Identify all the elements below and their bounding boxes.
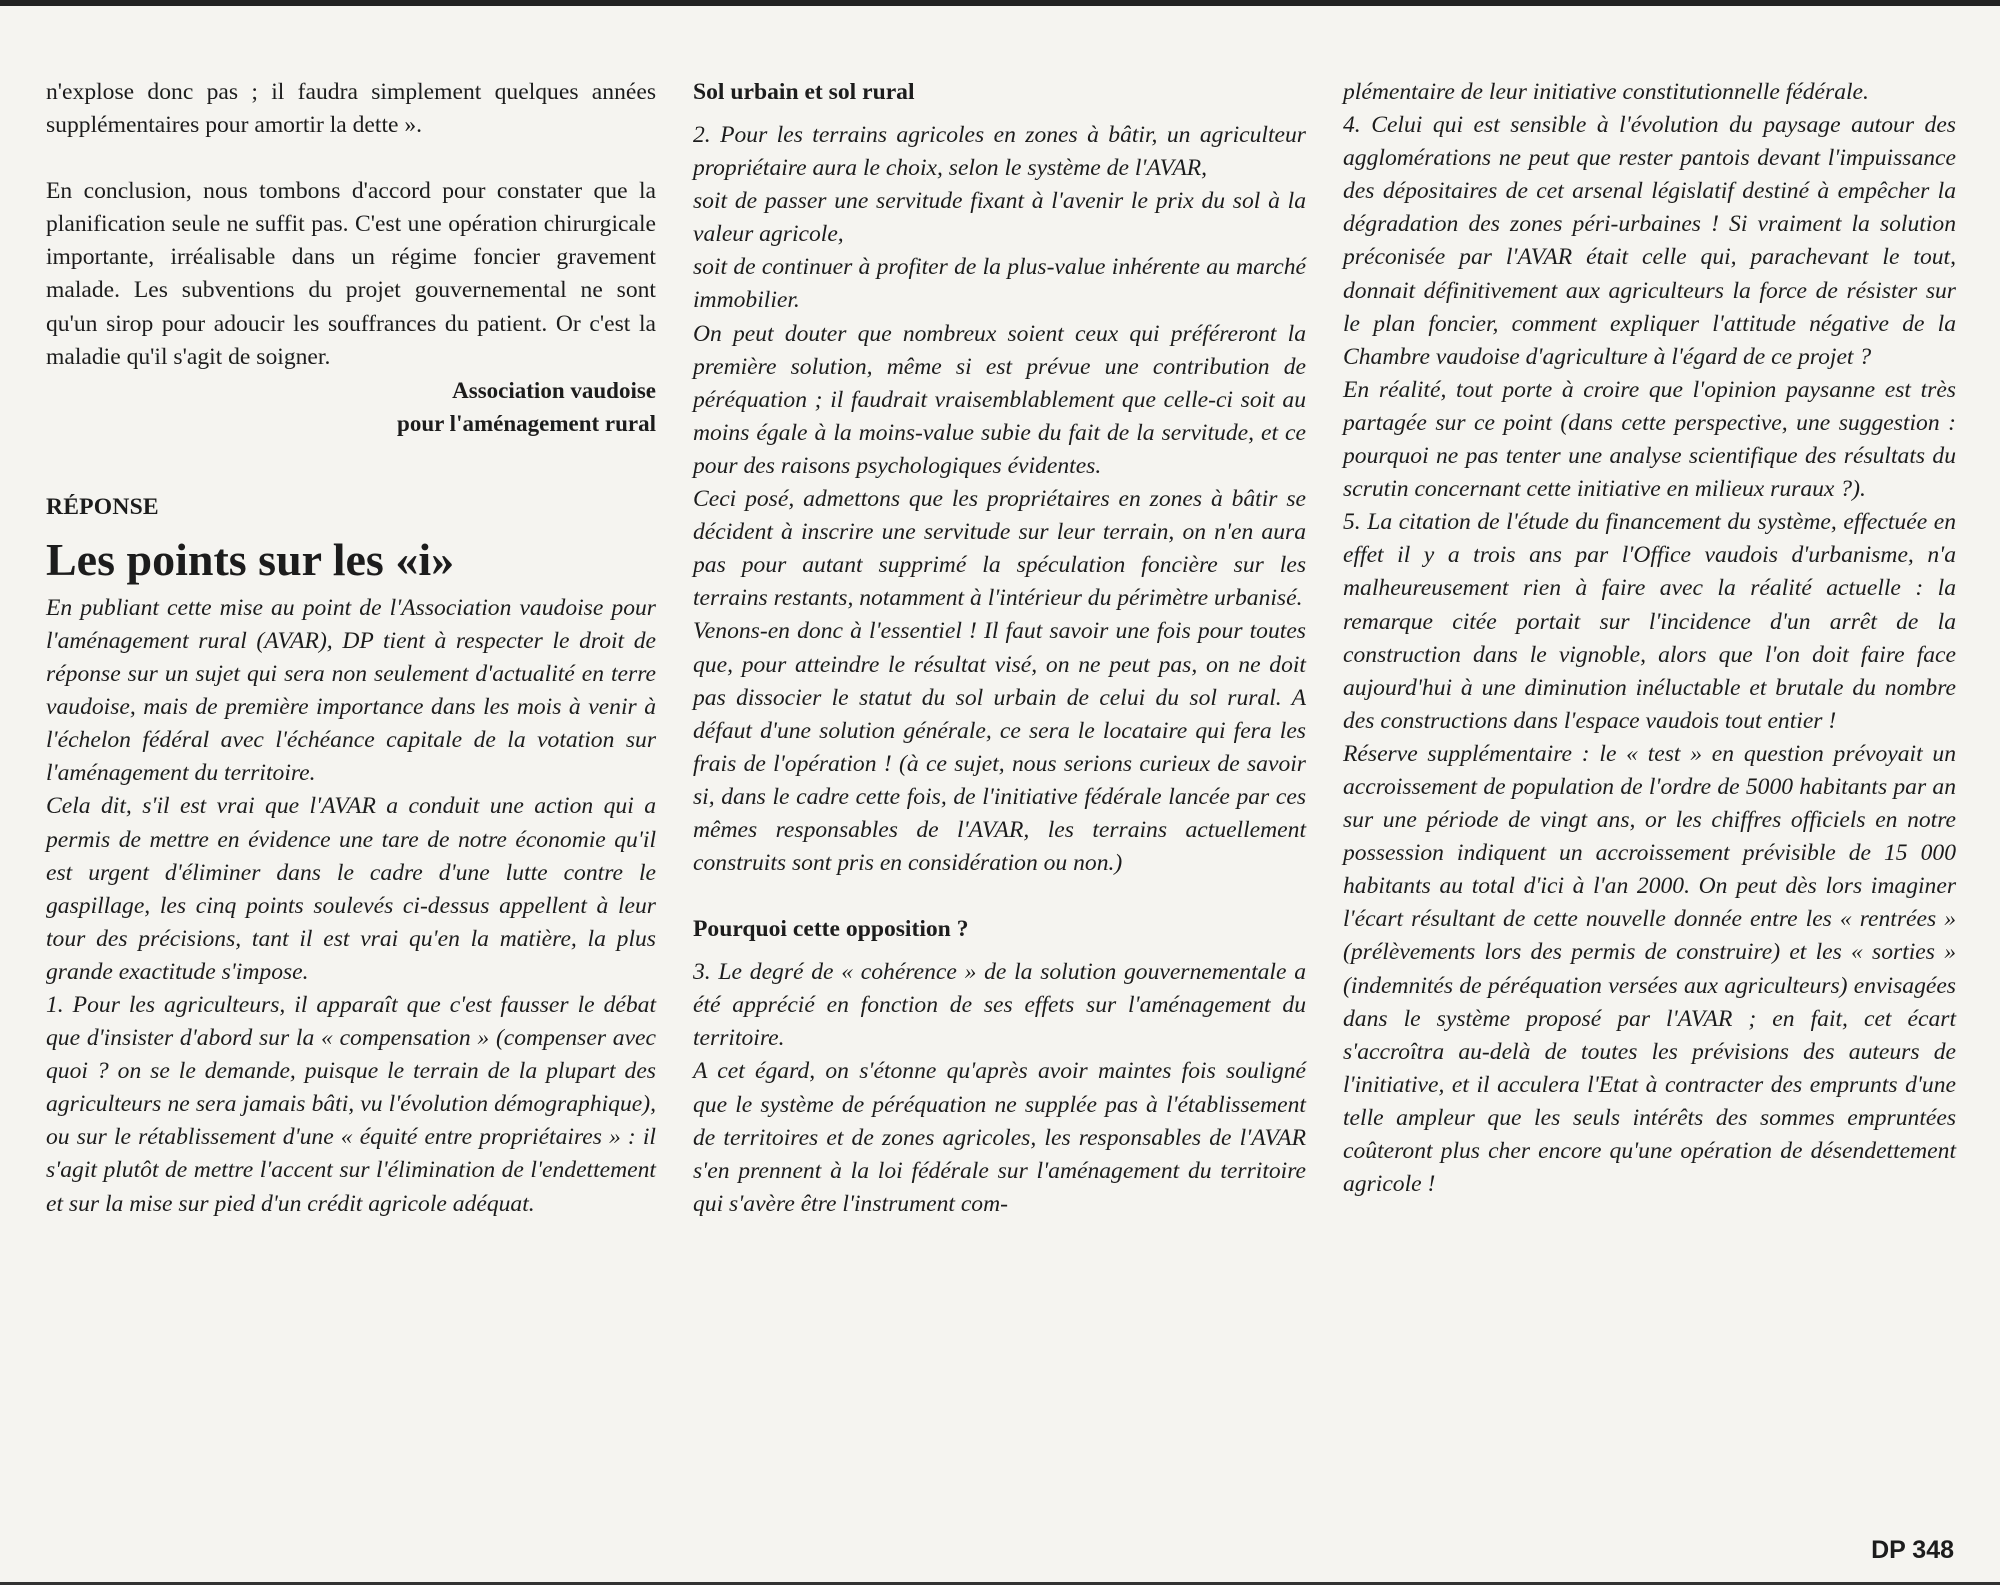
subheading: Pourquoi cette opposition ? [693,916,969,943]
paragraph: En réalité, tout porte à croire que l'opinion paysanne est très partagée sur ce point (dans cette perspective, une suggestion : pourquoi ne pas tenter une analyse scientifique des résultats du scrutin concernant cette initiative en milieux ruraux ?). [1343,376,1956,503]
paragraph: soit de continuer à profiter de la plus-value inhérente au marché immobilier. [693,254,1306,314]
column-2 [693,76,1306,1221]
paragraph: Cela dit, s'il est vrai que l'AVAR a conduit une action qui a permis de mettre en évidence une tare de notre économie qu'il est urgent d'éliminer dans le cadre d'une lutte contre le gaspillage, les cinq points soulevés ci-dessus appellent à leur tour des précisions, tant il est vrai qu'en la matière, la plus grande exactitude s'impose. [46,793,656,985]
top-rule [0,0,2000,6]
paragraph: Ceci posé, admettons que les propriétaires en zones à bâtir se décident à inscrire une servitude sur leur terrain, on n'en aura pas pour autant supprimé la spéculation foncière sur les terrains restants, notamment à l'intérieur du périmètre urbanisé. [693,486,1306,612]
section-label: RÉPONSE [46,493,159,520]
paragraph: Réserve supplémentaire : le « test » en question prévoyait un accroissement de population de l'ordre de 5000 habitants par an sur une période de vingt ans, or les chiffres officiels en notre possession indiquent un accroissement prévisible de 15 000 habitants au total d'ici à l'an 2000. On peut dès lors imaginer l'écart résultant de cette nouvelle donnée entre les « rentrées » (prélèvements lors des permis de construire) et les « sorties » (indemnités de péréquation versées aux agriculteurs) envisagées dans le système proposé par l'AVAR ; en fait, cet écart s'accroîtra au-delà de toutes les prévisions des auteurs de l'initiative, et il acculera l'Etat à contracter des emprunts d'une telle ampleur que les seuls intérêts des sommes empruntées coûteront plus cher encore qu'une opération de désendettement agricole ! [1343,740,1956,1198]
page-number: DP 348 [1871,1536,1954,1564]
paragraph: 1. Pour les agriculteurs, il apparaît que c'est fausser le débat que d'insister d'abord sur la « compensation » (compenser avec quoi ? on se le demande, puisque le terrain de la plupart des agriculteurs ne sera jamais bâti, vu l'évolution démographique), ou sur le rétablissement d'une « équité entre propriétaires » : il s'agit plutôt de mettre l'accent sur l'élimination de l'endettement et sur la mise sur pied d'un crédit agricole adéquat. [46,991,656,1217]
paragraph: n'explose donc pas ; il faudra simplement quelques années supplémentaires pour amortir la dette ». [46,79,656,139]
paragraph: On peut douter que nombreux soient ceux qui préféreront la première solution, même si est prévue une contribution de péréquation ; il faudrait vraisemblablement que celle-ci soit au moins égale à la moins-value subie du fait de la servitude, et ce pour des raisons psychologiques évidentes. [693,320,1306,479]
signature [46,374,656,440]
paragraph: En conclusion, nous tombons d'accord pour constater que la planification seule ne suffit pas. C'est une opération chirurgicale importante, irréalisable dans un régime foncier gravement malade. Les subventions du projet gouvernemental ne sont qu'un sirop pour adoucir les souffrances du patient. Or c'est la maladie qu'il s'agit de soigner. [46,178,656,370]
column-1 [46,76,656,1221]
paragraph: 4. Celui qui est sensible à l'évolution du paysage autour des agglomérations ne peut que rester pantois devant l'impuissance des dépositaires de cet arsenal législatif destiné à empêcher la dégradation des zones péri-urbaines ! Si vraiment la solution préconisée par l'AVAR était celle qui, parachevant le tout, donnait définitivement aux agriculteurs la force de résister sur le plan foncier, comment expliquer l'attitude négative de la Chambre vaudoise d'agriculture à l'égard de ce projet ? [1343,112,1956,370]
paragraph: En publiant cette mise au point de l'Association vaudoise pour l'aménagement rural (AVAR), DP tient à respecter le droit de réponse sur un sujet qui sera non seulement d'actualité en terre vaudoise, mais de première importance dans les mois à venir à l'échelon fédéral avec l'échéance capitale de la votation sur l'aménagement du territoire. [46,594,656,787]
paragraph: 3. Le degré de « cohérence » de la solution gouvernementale a été apprécié en fonction de ses effets sur l'aménagement du territoire. [693,959,1306,1052]
paragraph: plémentaire de leur initiative constitutionnelle fédérale. [1343,79,1869,105]
column-3 [1343,76,1956,1201]
paragraph: 5. La citation de l'étude du financement du système, effectuée en effet il y a trois ans par l'Office vaudois d'urbanisme, n'a malheureusement rien à faire avec la réalité actuelle : la remarque citée portait sur l'incidence d'un arrêt de la construction dans le vignoble, alors que l'on doit faire face aujourd'hui à une diminution inéluctable et brutale du nombre des constructions dans l'espace vaudois tout entier ! [1343,509,1956,734]
article-headline: Les points sur les «i» [46,533,455,585]
paragraph: 2. Pour les terrains agricoles en zones à bâtir, un agriculteur propriétaire aura le choix, selon le système de l'AVAR, [693,122,1306,182]
subheading: Sol urbain et sol rural [693,79,915,105]
signature-line: Association vaudoise [452,377,656,403]
paragraph: Venons-en donc à l'essentiel ! Il faut savoir une fois pour toutes que, pour atteindre le résultat visé, on ne peut pas, on ne doit pas dissocier le statut du sol urbain de celui du sol rural. A défaut d'une solution générale, ce sera le locataire qui fera les frais de l'opération ! (à ce sujet, nous serions curieux de savoir si, dans le cadre cette fois, de l'initiative fédérale lancée par ces mêmes responsables de l'AVAR, les terrains actuellement construits sont pris en considération ou non.) [693,618,1306,877]
paragraph: soit de passer une servitude fixant à l'avenir le prix du sol à la valeur agricole, [693,188,1306,248]
signature-line: pour l'aménagement rural [397,410,656,436]
paragraph: A cet égard, on s'étonne qu'après avoir maintes fois souligné que le système de péréquation ne supplée pas à l'établissement de territoires et de zones agricoles, les responsables de l'AVAR s'en prennent à la loi fédérale sur l'aménagement du territoire qui s'avère être l'instrument com- [693,1058,1306,1217]
